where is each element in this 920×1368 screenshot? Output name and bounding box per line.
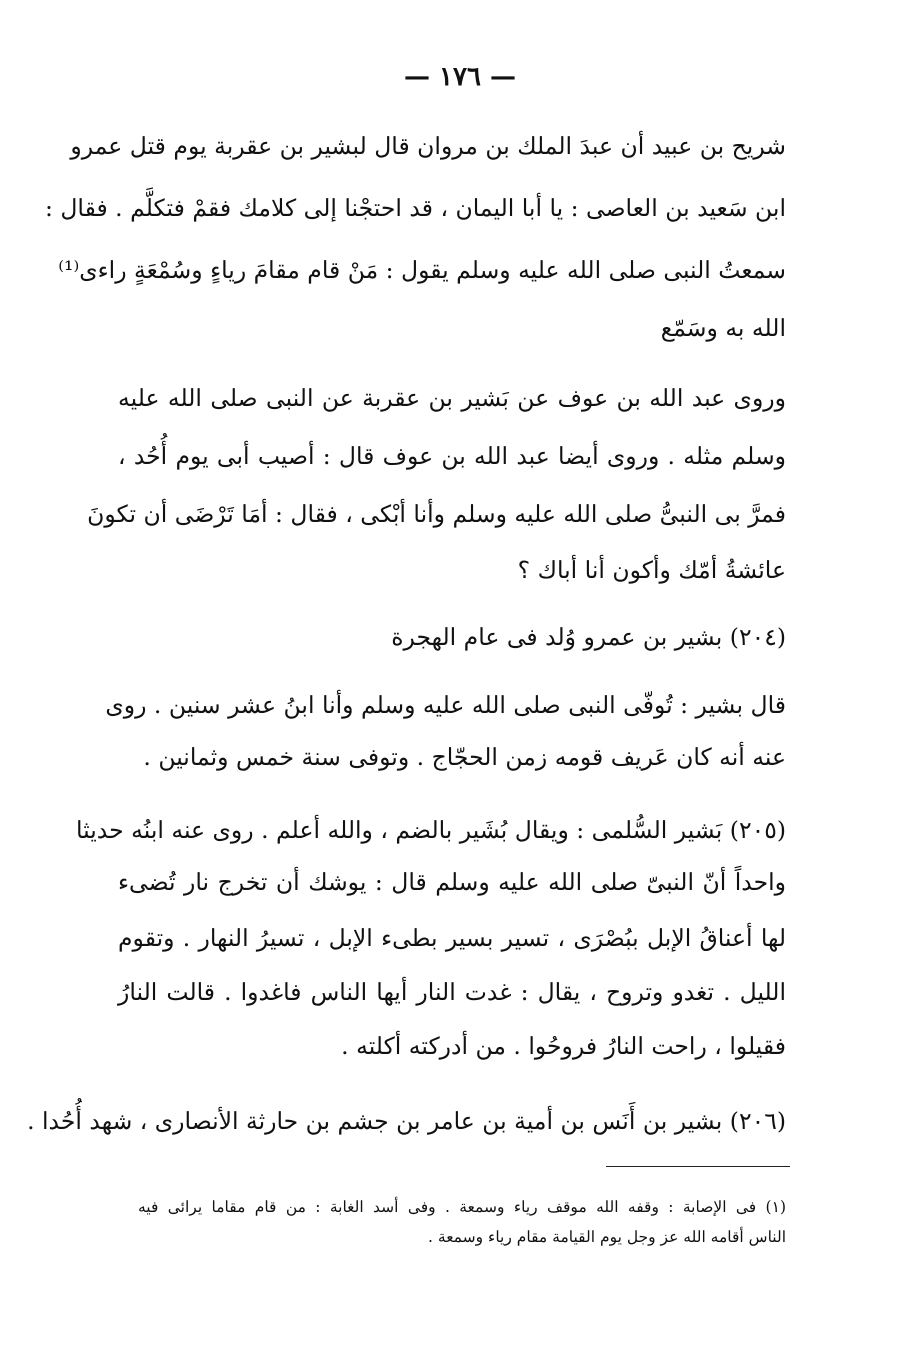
paragraph-line: فمرَّ بى النبىُّ صلى الله عليه وسلم وأنا أبْكى ، فقال : أمَا تَرْضَى أن تكونَ	[87, 500, 786, 528]
paragraph-line: واحداً أنّ النبىّ صلى الله عليه وسلم قال : يوشك أن تخرج نار تُضىء	[118, 868, 786, 896]
paragraph-line: وروى عبد الله بن عوف عن بَشير بن عقربة عن النبى صلى الله عليه	[118, 384, 786, 412]
paragraph-line: عنه أنه كان عَريف قومه زمن الحجّاج . وتوفى سنة خمس وثمانين .	[143, 743, 786, 771]
footnote-line: الناس أقامه الله عز وجل يوم القيامة مقام رياء وسمعة .	[428, 1228, 786, 1246]
paragraph-line: سمعتُ النبى صلى الله عليه وسلم يقول : مَنْ قام مقامَ رياءٍ وسُمْعَةٍ راءى⁽¹⁾	[58, 256, 786, 284]
paragraph-line: وسلم مثله . وروى أيضا عبد الله بن عوف قال : أصيب أبى يوم أُحُد ،	[118, 442, 786, 470]
paragraph-line: شريح بن عبيد أن عبدَ الملك بن مروان قال لبشير بن عقربة يوم قتل عمرو	[70, 132, 786, 160]
paragraph-line: ابن سَعيد بن العاصى : يا أبا اليمان ، قد احتجْنا إلى كلامك فقمْ فتكلَّم . فقال :	[44, 194, 786, 222]
paragraph-line: فقيلوا ، راحت النارُ فروحُوا . من أدركته أكلته .	[341, 1032, 786, 1060]
paragraph-line: الليل . تغدو وتروح ، يقال : غدت النار أيها الناس فاغدوا . قالت النارُ	[118, 978, 786, 1006]
paragraph-line: (٢٠٦) بشير بن أَنَس بن أمية بن عامر بن جشم بن حارثة الأنصارى ، شهد أُحُدا .	[27, 1107, 786, 1135]
paragraph-line: (٢٠٥) بَشير السُّلمى : ويقال بُشَير بالضم ، والله أعلم . روى عنه ابنُه حديثا	[76, 816, 786, 844]
paragraph-line: قال بشير : تُوفّى النبى صلى الله عليه وسلم وأنا ابنُ عشر سنين . روى	[105, 691, 786, 719]
page-number: — ١٧٦ —	[403, 62, 517, 92]
paragraph-line: (٢٠٤) بشير بن عمرو وُلد فى عام الهجرة	[391, 623, 786, 651]
paragraph-line: لها أعناقُ الإبل ببُصْرَى ، تسير بسير بطىء الإبل ، تسيرُ النهار . وتقوم	[118, 924, 786, 952]
paragraph-line: عائشةُ أمّك وأكون أنا أباك ؟	[517, 556, 786, 584]
footnote-divider	[606, 1166, 790, 1167]
footnote-line: (١) فى الإصابة : وقفه الله موقف رياء وسمعة . وفى أسد الغابة : من قام مقاما يرائى فيه	[138, 1198, 786, 1216]
paragraph-line: الله به وسَمّع	[660, 314, 786, 342]
